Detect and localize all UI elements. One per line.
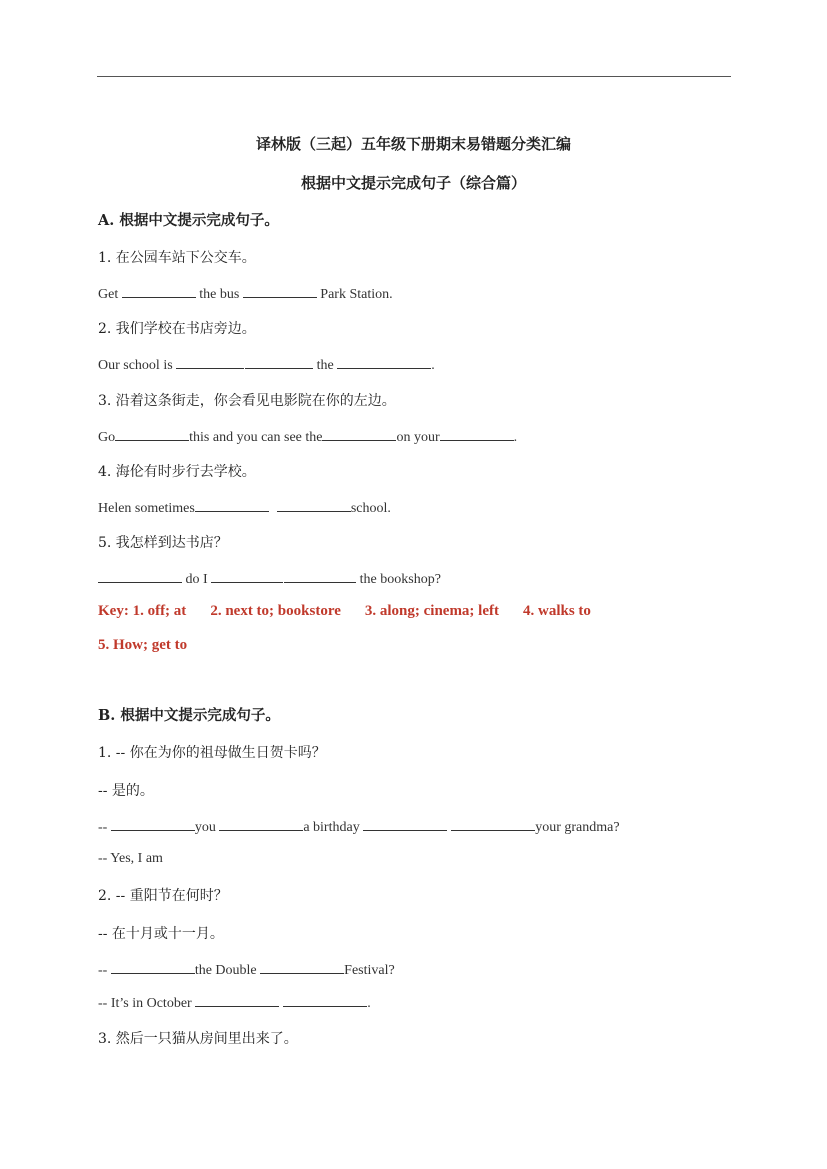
b-q1-reply: -- Yes, I am <box>98 851 163 866</box>
answer-key-3: 3. along; cinema; left <box>364 603 499 619</box>
a-q3-chinese: 3. 沿着这条街走，你会看见电影院在你的左边。 <box>98 393 396 409</box>
answer-blank[interactable] <box>195 499 269 512</box>
b-q1-text-3: your grandma? <box>535 820 620 835</box>
answer-blank[interactable] <box>115 428 189 441</box>
a-q1-text-3: Park Station. <box>316 287 393 302</box>
a-q2-chinese: 2. 我们学校在书店旁边。 <box>98 321 256 337</box>
answer-blank[interactable] <box>111 818 195 831</box>
answer-blank[interactable] <box>440 428 514 441</box>
b-q1-chinese-reply: -- 是的。 <box>98 783 154 799</box>
answer-key-4: 4. walks to <box>523 603 591 619</box>
answer-blank[interactable] <box>176 356 244 369</box>
a-q1-english <box>98 285 393 303</box>
answer-blank[interactable] <box>195 994 279 1007</box>
a-q3-text-1: Go <box>98 430 116 445</box>
a-q2-text-3: . <box>431 358 435 373</box>
b-q2-chinese-reply: -- 在十月或十一月。 <box>98 926 224 942</box>
answer-blank[interactable] <box>322 428 396 441</box>
section-a-heading: A. 根据中文提示完成句子。 <box>98 212 279 229</box>
a-q2-text-1: Our school is <box>98 358 177 373</box>
answer-blank[interactable] <box>277 499 351 512</box>
b-q1-text-2: a birthday <box>303 820 364 835</box>
answer-key-2: 2. next to; bookstore <box>210 603 341 619</box>
answer-blank[interactable] <box>260 961 344 974</box>
answer-key-1: Key: 1. off; at <box>98 603 187 619</box>
b-q1-text-1: you <box>194 820 220 835</box>
a-q5-chinese: 5. 我怎样到达书店？ <box>98 535 228 551</box>
a-q5-english <box>98 570 441 588</box>
a-q2-text-2: the <box>313 358 338 373</box>
answer-blank[interactable] <box>122 285 196 298</box>
b-q2-reply-text: -- It’s in October <box>98 996 196 1011</box>
b-q2-english <box>98 961 395 979</box>
a-q3-text-3: on your <box>396 430 440 445</box>
document-title: 译林版（三起）五年级下册期末易错题分类汇编 <box>255 135 571 153</box>
answer-blank[interactable] <box>451 818 535 831</box>
a-q2-english <box>98 356 435 374</box>
answer-blank[interactable] <box>337 356 431 369</box>
answer-blank[interactable] <box>111 961 195 974</box>
a-q3-english <box>98 428 517 446</box>
a-q4-english <box>98 499 391 517</box>
document-subtitle: 根据中文提示完成句子（综合篇） <box>300 174 526 192</box>
a-q3-text-2: this and you can see the <box>189 430 323 445</box>
b-q1-chinese: 1. -- 你在为你的祖母做生日贺卡吗？ <box>98 745 326 761</box>
answer-blank[interactable] <box>219 818 303 831</box>
b-q2-text-2: Festival? <box>344 963 395 978</box>
a-q5-text-2: the bookshop? <box>356 572 441 587</box>
b-q2-chinese: 2. -- 重阳节在何时？ <box>98 888 228 904</box>
answer-blank[interactable] <box>284 570 356 583</box>
b-q2-reply-end: . <box>367 996 371 1011</box>
section-b-heading: B. 根据中文提示完成句子。 <box>98 707 280 724</box>
answer-blank[interactable] <box>243 285 317 298</box>
a-q1-text-1: Get <box>98 287 122 302</box>
b-q2-reply <box>98 994 371 1012</box>
b-q1-text-0: -- <box>98 820 111 835</box>
answer-key-line-1 <box>98 603 591 620</box>
header-rule <box>97 76 731 77</box>
b-q1-english <box>98 818 620 836</box>
a-q4-chinese: 4. 海伦有时步行去学校。 <box>98 464 256 480</box>
a-q4-text-1: Helen sometimes <box>98 501 195 516</box>
a-q3-text-4: . <box>513 430 518 445</box>
answer-blank[interactable] <box>283 994 367 1007</box>
a-q4-text-2: school. <box>350 501 391 516</box>
answer-key-5: 5. How; get to <box>98 637 188 653</box>
b-q3-chinese: 3. 然后一只猫从房间里出来了。 <box>98 1031 298 1047</box>
a-q1-chinese: 1. 在公园车站下公交车。 <box>98 250 256 266</box>
answer-blank[interactable] <box>98 570 182 583</box>
b-q2-text-0: -- <box>98 963 111 978</box>
answer-blank[interactable] <box>211 570 283 583</box>
b-q2-text-1: the Double <box>194 963 261 978</box>
a-q5-text-1: do I <box>182 572 212 587</box>
answer-blank[interactable] <box>363 818 447 831</box>
a-q1-text-2: the bus <box>195 287 243 302</box>
answer-blank[interactable] <box>245 356 313 369</box>
